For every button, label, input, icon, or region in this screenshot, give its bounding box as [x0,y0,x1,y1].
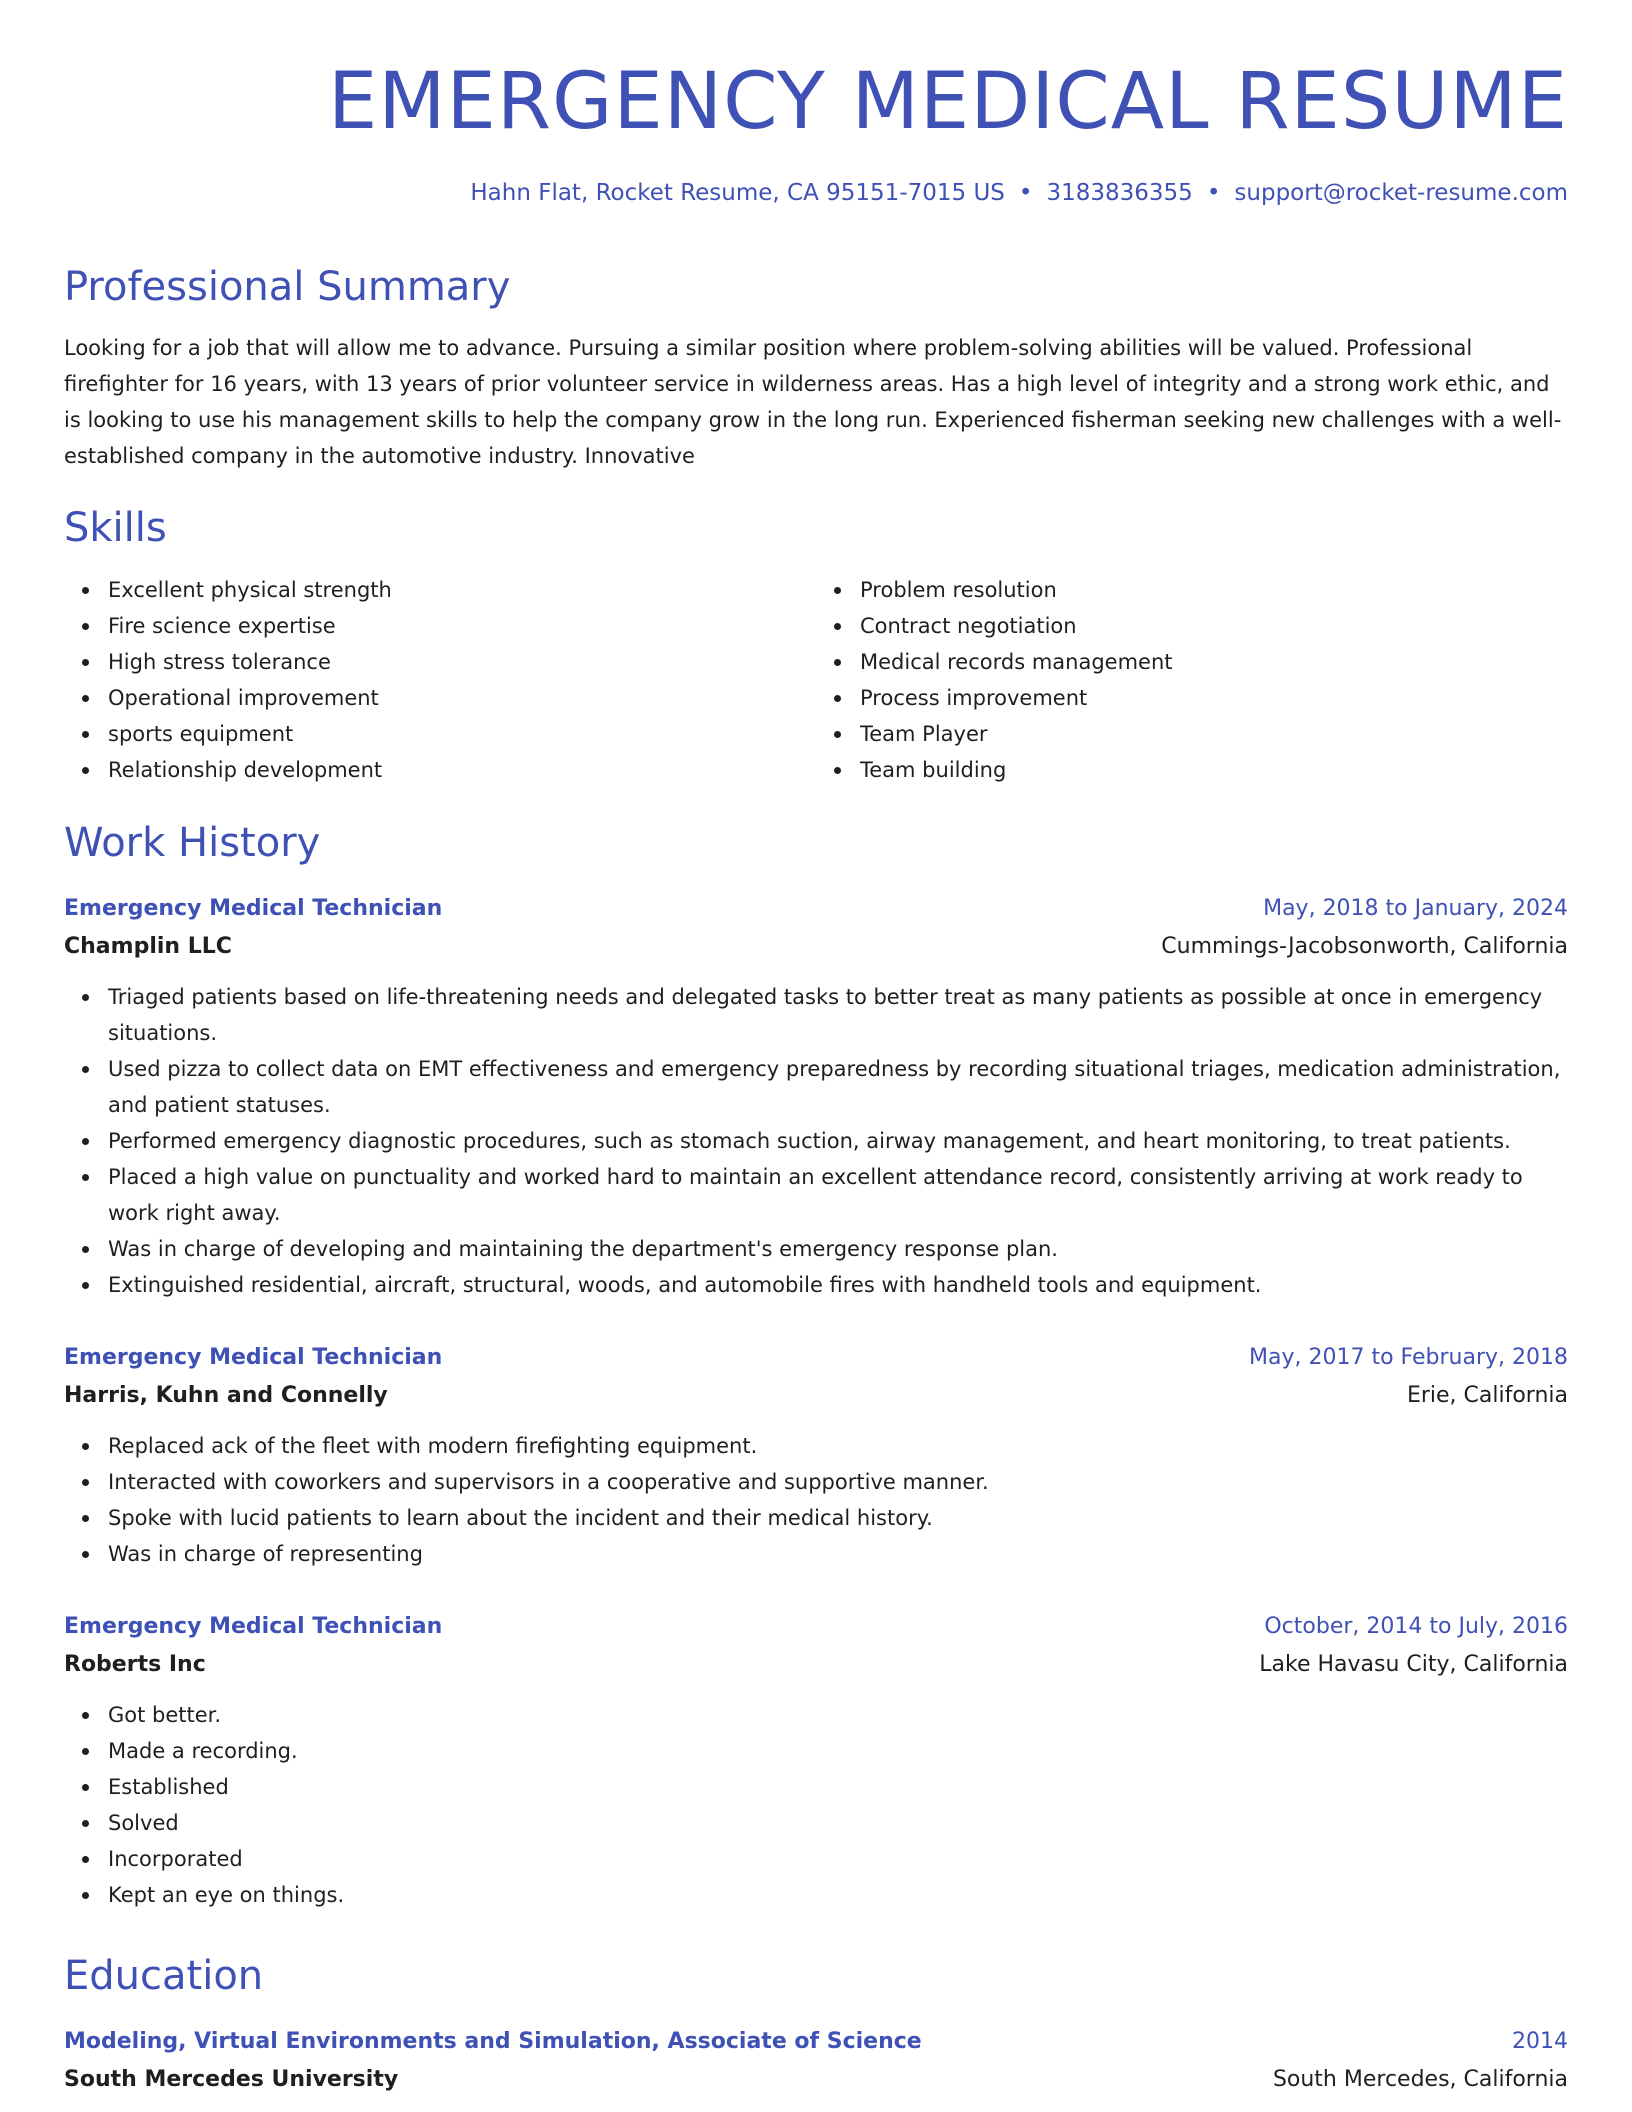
job-bullets [64,1697,1568,1913]
skills-heading: Skills [64,505,167,551]
skill-item: Fire science expertise [108,608,816,644]
skill-item: Contract negotiation [860,608,1568,644]
education-entry [64,2024,1568,2100]
job-bullet: Triaged patients based on life-threatening needs and delegated tasks to better treat as many patients as possible at once in emergency situations. [108,979,1568,1051]
job-entry [64,1340,1568,1572]
work-history-heading: Work History [64,820,321,866]
job-dates: May, 2018 to January, 2024 [1263,896,1568,921]
contact-separator: • [1018,180,1033,206]
job-bullet: Performed emergency diagnostic procedures, such as stomach suction, airway management, and heart monitoring, to treat patients. [108,1123,1568,1159]
job-entry [64,891,1568,1303]
job-title: Emergency Medical Technician [64,1345,443,1370]
job-location: Lake Havasu City, California [1259,1652,1568,1677]
job-dates: October, 2014 to July, 2016 [1264,1614,1568,1639]
company-name: Harris, Kuhn and Connelly [64,1383,388,1408]
skill-item: Excellent physical strength [108,572,816,608]
company-name: Roberts Inc [64,1652,206,1677]
job-bullet: Extinguished residential, aircraft, structural, woods, and automobile fires with handheld tools and equipment. [108,1267,1568,1303]
job-bullet: Established [108,1769,1568,1805]
job-bullet: Used pizza to collect data on EMT effectiveness and emergency preparedness by recording situational triages, medication administration, and patient statuses. [108,1051,1568,1123]
job-title: Emergency Medical Technician [64,896,443,921]
skill-item: Relationship development [108,752,816,788]
job-bullet: Incorporated [108,1841,1568,1877]
resume-title: EMERGENCY MEDICAL RESUME [327,57,1568,147]
skill-item: Team building [860,752,1568,788]
summary-text: Looking for a job that will allow me to advance. Pursuing a similar position where problem-solving abilities will be valued. Professional firefighter for 16 years, with 13 years of prior volunteer service in wilderness areas. Has a high level of integrity and a strong work ethic, and is looking to use his management skills to help the company grow in the long run. Experienced fisherman seeking new challenges with a well-established company in the automotive industry. Innovative [64,336,1562,468]
contact-line [470,178,1568,208]
skill-item: sports equipment [108,716,816,752]
job-location: Erie, California [1406,1383,1568,1408]
graduation-year: 2014 [1512,2029,1568,2054]
skill-item: High stress tolerance [108,644,816,680]
degree-name: Modeling, Virtual Environments and Simulation, Associate of Science [64,2029,922,2054]
contact-email[interactable]: support@rocket-resume.com [1234,180,1568,206]
job-bullet: Was in charge of representing [108,1536,1568,1572]
skill-item: Problem resolution [860,572,1568,608]
job-entry [64,1609,1568,1913]
summary-section [64,330,1568,474]
skills-list-left [64,572,816,788]
contact-phone[interactable]: 3183836355 [1046,180,1193,206]
job-bullet: Solved [108,1805,1568,1841]
school-name: South Mercedes University [64,2067,399,2092]
job-bullet: Got better. [108,1697,1568,1733]
skills-section [64,572,1568,788]
job-bullet: Placed a high value on punctuality and worked hard to maintain an excellent attendance record, consistently arriving at work ready to work right away. [108,1159,1568,1231]
skills-list-right [816,572,1568,788]
job-title: Emergency Medical Technician [64,1614,443,1639]
job-bullet: Spoke with lucid patients to learn about the incident and their medical history. [108,1500,1568,1536]
job-bullet: Was in charge of developing and maintaining the department's emergency response plan. [108,1231,1568,1267]
job-bullet: Interacted with coworkers and supervisors in a cooperative and supportive manner. [108,1464,1568,1500]
skill-item: Process improvement [860,680,1568,716]
contact-address: Hahn Flat, Rocket Resume, CA 95151-7015 US [470,180,1005,206]
job-bullet: Made a recording. [108,1733,1568,1769]
skill-item: Operational improvement [108,680,816,716]
summary-heading: Professional Summary [64,264,511,310]
company-name: Champlin LLC [64,934,232,959]
school-location: South Mercedes, California [1272,2067,1568,2092]
job-bullet: Kept an eye on things. [108,1877,1568,1913]
job-bullets [64,979,1568,1303]
skill-item: Medical records management [860,644,1568,680]
job-bullet: Replaced ack of the fleet with modern firefighting equipment. [108,1428,1568,1464]
job-location: Cummings-Jacobsonworth, California [1161,934,1568,959]
skill-item: Team Player [860,716,1568,752]
education-heading: Education [64,1953,264,1999]
job-dates: May, 2017 to February, 2018 [1249,1345,1568,1370]
contact-separator: • [1206,180,1221,206]
job-bullets [64,1428,1568,1572]
